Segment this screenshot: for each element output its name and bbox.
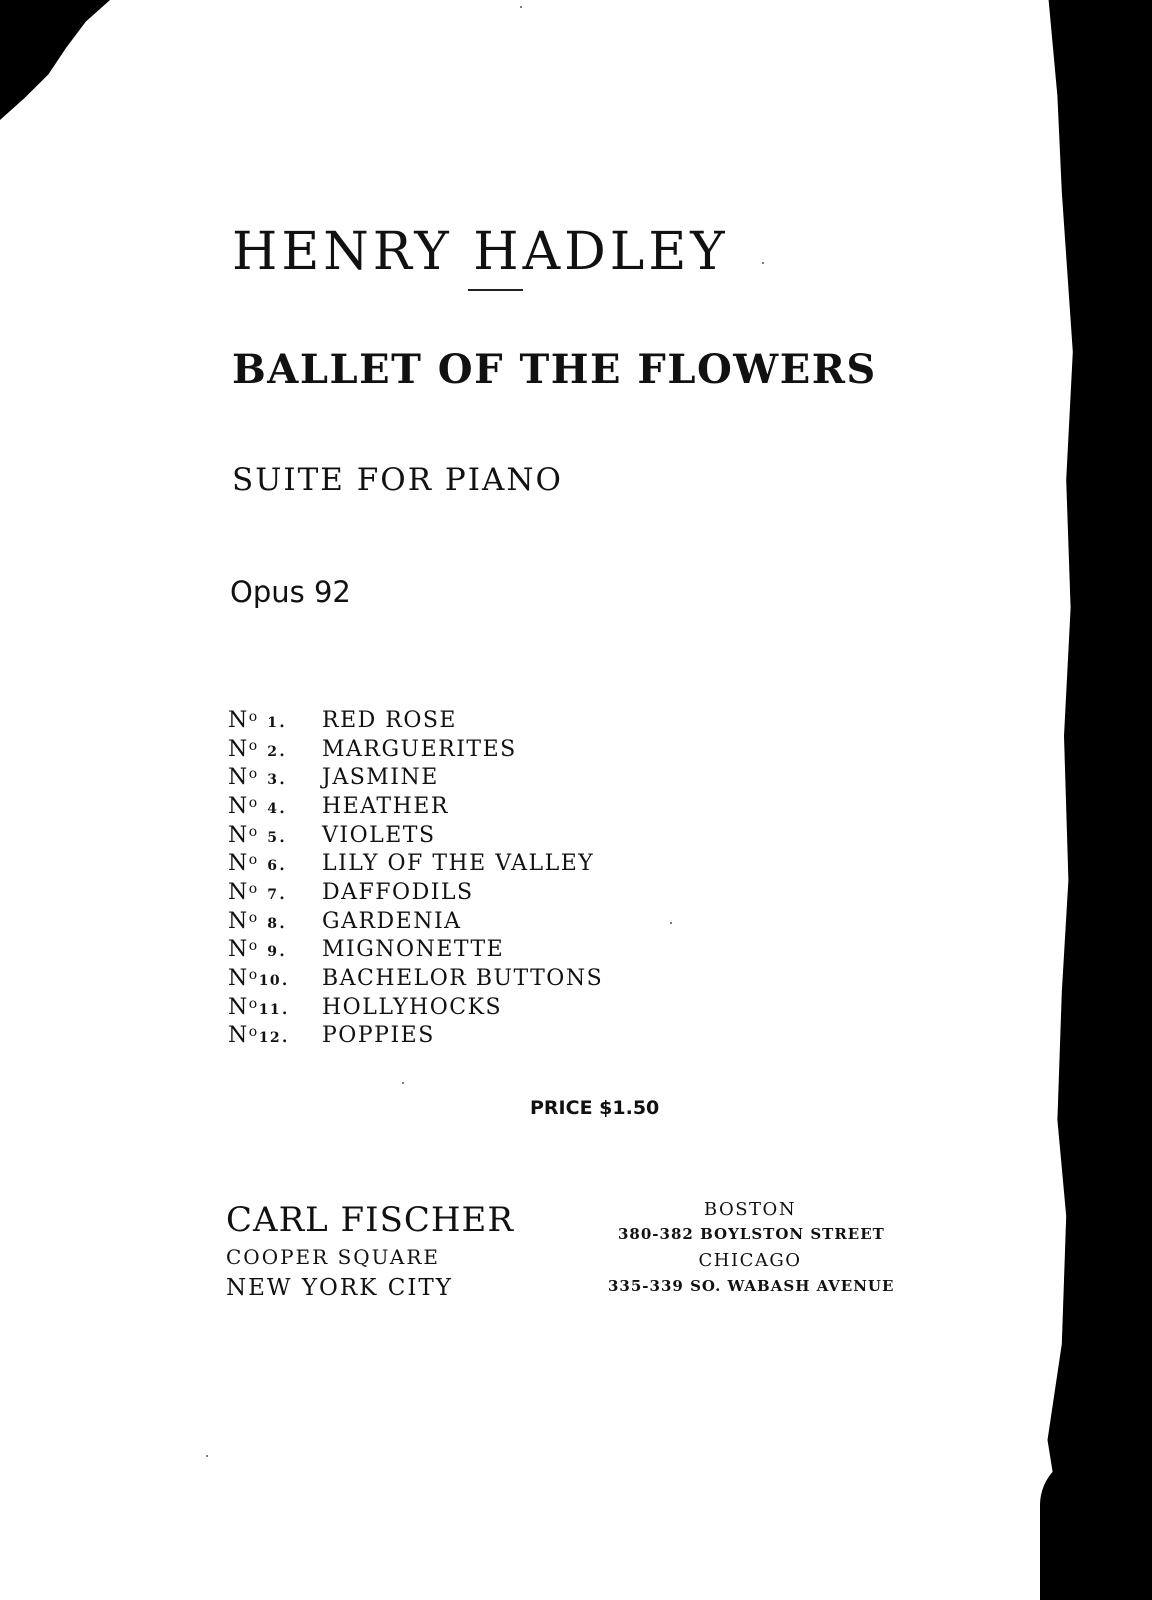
piece-title: MARGUERITES [322,736,517,762]
publisher-name: CARL FISCHER [226,1200,514,1240]
publisher-address-line2: NEW YORK CITY [226,1275,453,1301]
scan-shadow-top-left [0,0,110,120]
piece-list [228,706,603,1050]
list-item [228,821,603,850]
piece-title: MIGNONETTE [322,937,505,963]
list-item [228,1022,603,1051]
opus-number: Opus 92 [230,575,351,609]
scan-speck [402,1082,404,1084]
publisher-address-line1: COOPER SQUARE [226,1245,441,1269]
branch-address-chicago: 335-339 SO. WABASH AVENUE [608,1277,895,1295]
branch-city-boston: BOSTON [703,1199,797,1220]
piece-number: $N^o11$. [228,994,290,1020]
piece-title: HEATHER [322,793,449,819]
piece-number: $N^o12$. [228,1023,290,1049]
list-item [228,993,603,1022]
piece-number: $N^o$ 9. [228,937,287,963]
piece-title: POPPIES [322,1023,435,1049]
composer-name: HENRY HADLEY [232,222,729,282]
piece-number: $N^o$ 1. [228,707,287,733]
piece-title: HOLLYHOCKS [322,994,503,1020]
work-title: BALLET OF THE FLOWERS [232,346,877,393]
piece-number: $N^o$ 4. [228,793,287,819]
list-item [228,763,603,792]
scan-speck [670,922,672,924]
price-label: PRICE $1.50 [530,1097,660,1119]
piece-number: $N^o$ 6. [228,851,287,877]
piece-title: DAFFODILS [322,879,474,905]
list-item [228,706,603,735]
piece-title: JASMINE [322,765,439,791]
list-item [228,907,603,936]
piece-title: RED ROSE [322,707,457,733]
list-item [228,936,603,965]
scan-speck [762,262,764,264]
scan-shadow-bottom-right [1040,1455,1152,1600]
piece-number: $N^o$ 2. [228,736,287,762]
piece-number: $N^o10$. [228,966,290,992]
list-item [228,792,603,821]
scan-speck [520,6,522,8]
list-item [228,735,603,764]
work-subtitle: SUITE FOR PIANO [232,462,563,498]
branch-city-chicago: CHICAGO [698,1250,802,1271]
list-item [228,849,603,878]
piece-number: $N^o$ 3. [228,765,287,791]
pencil-underline [468,289,523,291]
piece-title: VIOLETS [322,822,436,848]
piece-number: $N^o$ 7. [228,879,287,905]
scan-speck [206,1455,208,1457]
piece-title: LILY OF THE VALLEY [322,851,595,877]
piece-title: BACHELOR BUTTONS [322,966,604,992]
piece-number: $N^o$ 8. [228,908,287,934]
list-item [228,878,603,907]
branch-address-boston: 380-382 BOYLSTON STREET [618,1225,885,1243]
piece-title: GARDENIA [322,908,462,934]
scan-shadow-right-edge [1042,0,1152,1600]
list-item [228,964,603,993]
piece-number: $N^o$ 5. [228,822,287,848]
